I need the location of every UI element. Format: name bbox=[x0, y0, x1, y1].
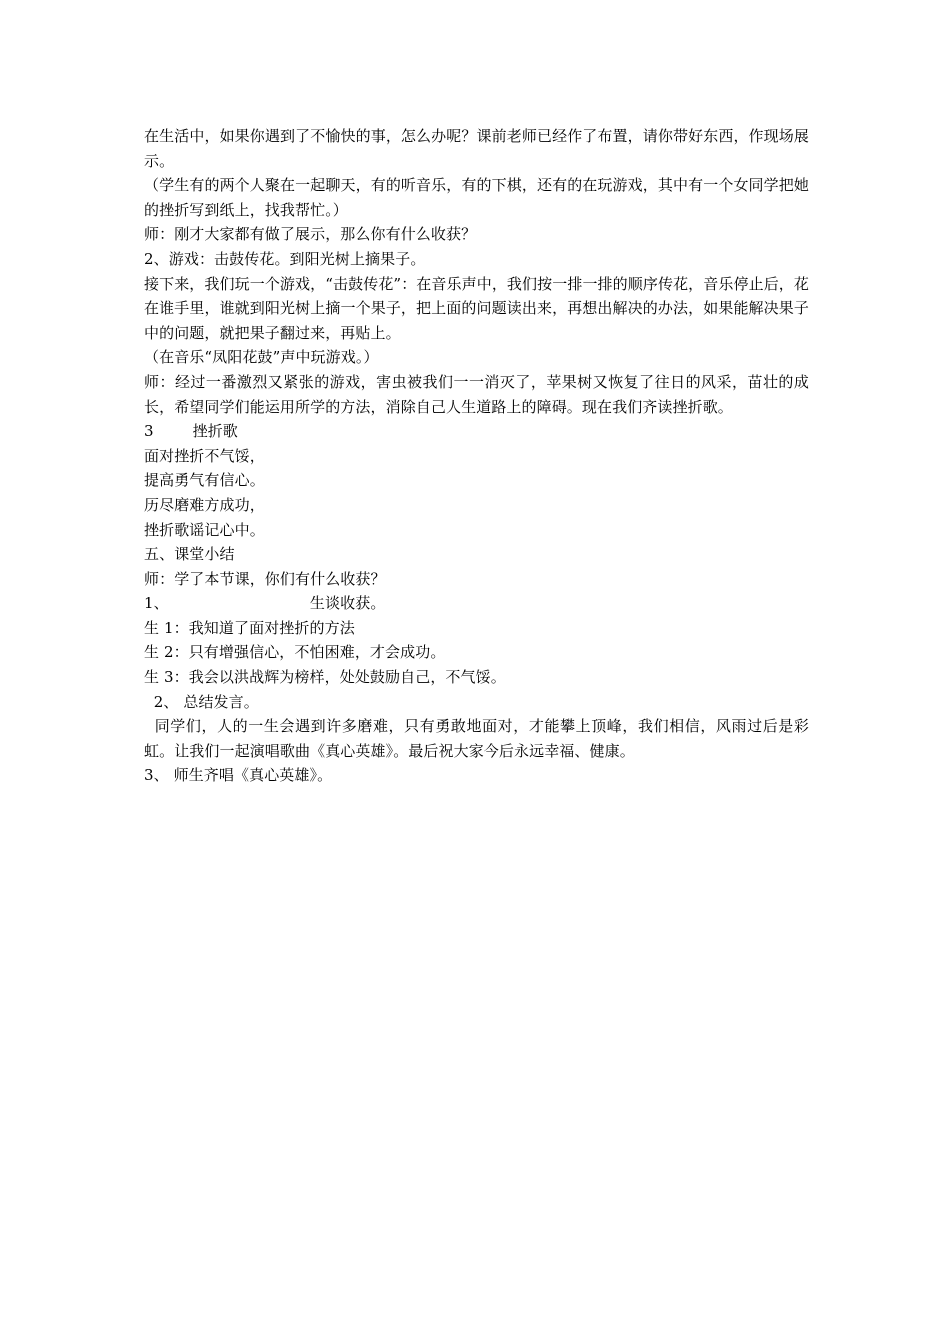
paragraph-song-heading: 3 挫折歌 bbox=[144, 422, 238, 441]
student-answer-3: 生 3：我会以洪战辉为榜样，处处鼓励自己，不气馁。 bbox=[144, 668, 506, 687]
document-body bbox=[144, 124, 809, 788]
paragraph-teacher-question: 师：刚才大家都有做了展示，那么你有什么收获？ bbox=[144, 225, 477, 244]
paragraph-sing-together: 3、 师生齐唱《真心英雄》。 bbox=[144, 766, 333, 785]
paragraph-students-share: 1、 生谈收获。 bbox=[144, 594, 386, 613]
poem-line-2: 提高勇气有信心。 bbox=[144, 471, 265, 490]
paragraph-game-heading: 2、游戏：击鼓传花。到阳光树上摘果子。 bbox=[144, 249, 426, 268]
section-heading-class-summary: 五、课堂小结 bbox=[144, 545, 235, 564]
poem-line-4: 挫折歌谣记心中。 bbox=[144, 520, 265, 539]
paragraph-teacher-summary: 师：经过一番激烈又紧张的游戏，害虫被我们一一消灭了，苹果树又恢复了往日的风采，苗壮的成长，希望同学们能运用所学的方法，消除自己人生道路上的障碍。现在我们齐读挫折歌。 bbox=[144, 372, 809, 416]
paragraph-summary-heading: 2、 总结发言。 bbox=[144, 692, 259, 711]
student-answer-1: 生 1：我知道了面对挫折的方法 bbox=[144, 618, 355, 637]
paragraph-game-rules: 接下来，我们玩一个游戏，“击鼓传花”：在音乐声中，我们按一排一排的顺序传花，音乐停止后，花在谁手里，谁就到阳光树上摘一个果子，把上面的问题读出来，再想出解决的办法，如果能解决果子中的问题，就把果子翻过来，再贴上。 bbox=[144, 274, 809, 342]
paragraph-closing-speech: 同学们，人的一生会遇到许多磨难，只有勇敢地面对，才能攀上顶峰，我们相信，风雨过后是彩虹。让我们一起演唱歌曲《真心英雄》。最后祝大家今后永远幸福、健康。 bbox=[144, 717, 809, 760]
paragraph-intro-question: 在生活中，如果你遇到了不愉快的事，怎么办呢？课前老师已经作了布置，请你带好东西，作现场展示。 bbox=[144, 127, 809, 170]
poem-line-1: 面对挫折不气馁， bbox=[144, 446, 265, 465]
paragraph-student-activity: （学生有的两个人聚在一起聊天，有的听音乐，有的下棋，还有的在玩游戏，其中有一个女同学把她的挫折写到纸上，找我帮忙。） bbox=[144, 176, 809, 219]
paragraph-teacher-ask: 师：学了本节课，你们有什么收获？ bbox=[144, 569, 386, 588]
student-answer-2: 生 2：只有增强信心，不怕困难，才会成功。 bbox=[144, 643, 446, 662]
paragraph-music-note: （在音乐“凤阳花鼓”声中玩游戏。） bbox=[144, 348, 379, 367]
poem-line-3: 历尽磨难方成功， bbox=[144, 495, 265, 514]
